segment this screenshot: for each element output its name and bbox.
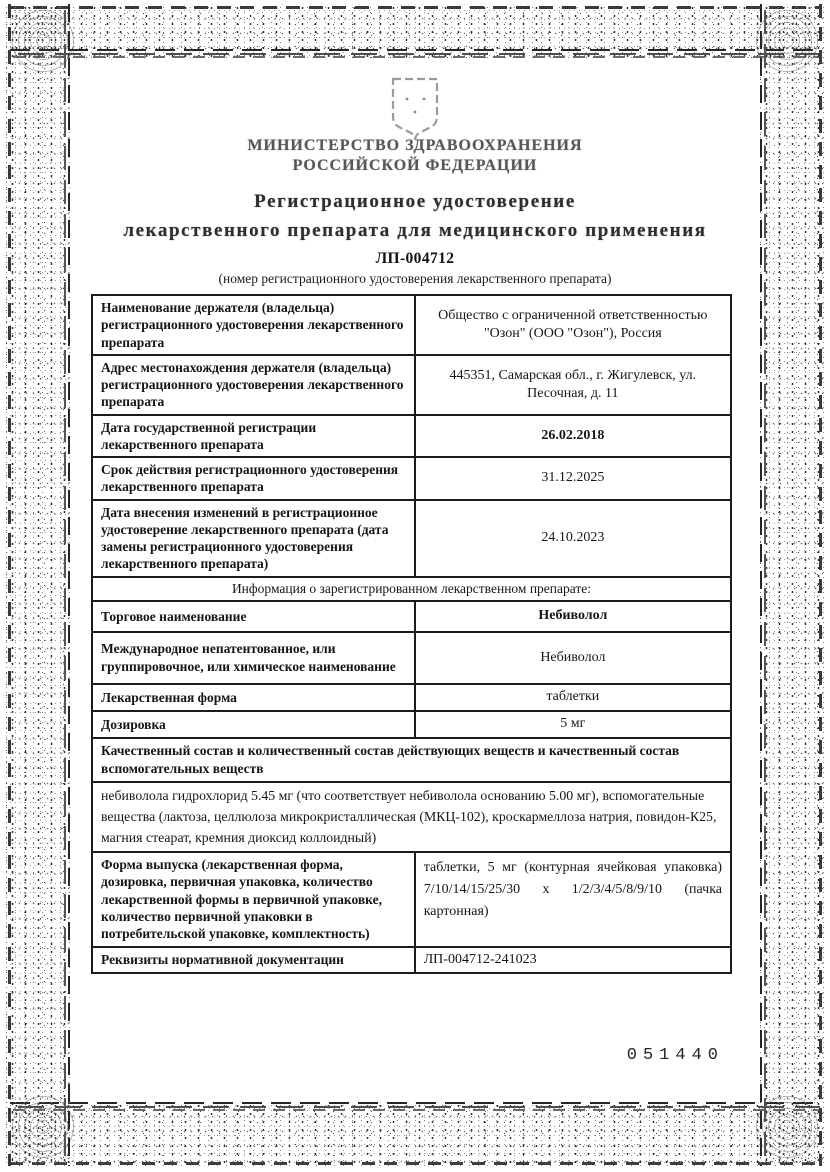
table-row-composition-header xyxy=(92,738,731,782)
document-title-block xyxy=(0,187,830,287)
table-row-holder xyxy=(92,295,731,355)
row-value: 26.02.2018 xyxy=(415,415,731,458)
row-value: 5 мг xyxy=(415,711,731,738)
registration-table xyxy=(91,294,732,974)
row-label: Наименование держателя (владельца) регистрационного удостоверения лекарственного препарата xyxy=(92,295,415,355)
row-value: Небиволол xyxy=(415,632,731,684)
table-row-composition-text xyxy=(92,782,731,852)
row-label: Дата государственной регистрации лекарственного препарата xyxy=(92,415,415,458)
row-value: 24.10.2023 xyxy=(415,500,731,577)
row-value: таблетки xyxy=(415,684,731,711)
row-value: Общество с ограниченной ответственностью "Озон" (ООО "Озон"), Россия xyxy=(415,295,731,355)
table-row-dosage xyxy=(92,711,731,738)
table-row-release-form xyxy=(92,852,731,946)
row-label: Реквизиты нормативной документации xyxy=(92,947,415,973)
border-corner-rosette-tl xyxy=(8,6,78,76)
table-row-address xyxy=(92,355,731,415)
table-row-inn xyxy=(92,632,731,684)
row-label: Адрес местонахождения держателя (владельца) регистрационного удостоверения лекарственного препарата xyxy=(92,355,415,415)
composition-header: Качественный состав и количественный состав действующих веществ и качественный состав вспомогательных веществ xyxy=(92,738,731,782)
border-bottom-band xyxy=(10,1102,820,1166)
ministry-name xyxy=(0,136,830,175)
table-row-expiry-date xyxy=(92,457,731,500)
row-label: Форма выпуска (лекарственная форма, дозировка, первичная упаковка, количество лекарственной формы в первичной упаковке, количество первичной упаковки в потребительской упаковке, комплектность) xyxy=(92,852,415,946)
registration-number-caption: (номер регистрационного удостоверения лекарственного препарата) xyxy=(218,271,612,286)
border-corner-rosette-tr xyxy=(752,6,822,76)
table-row-amendment-date xyxy=(92,500,731,577)
document-title-line2: лекарственного препарата для медицинского применения xyxy=(123,220,707,241)
registration-number: ЛП-004712 xyxy=(375,250,455,267)
serial-number: 051440 xyxy=(626,1046,724,1065)
row-value: таблетки, 5 мг (контурная ячейковая упаковка) 7/10/14/15/25/30 х 1/2/3/4/5/8/9/10 (пачка картонная) xyxy=(415,852,731,946)
row-value: 31.12.2025 xyxy=(415,457,731,500)
table-row-section-header xyxy=(92,577,731,601)
row-label: Международное непатентованное, или группировочное, или химическое наименование xyxy=(92,632,415,684)
row-label: Торговое наименование xyxy=(92,601,415,632)
border-top-band xyxy=(10,4,820,58)
border-corner-rosette-bl xyxy=(8,1092,78,1162)
table-row-normative-docs xyxy=(92,947,731,973)
row-label: Дозировка xyxy=(92,711,415,738)
composition-text: небиволола гидрохлорид 5.45 мг (что соответствует небиволола основанию 5.00 мг), вспомогательные вещества (лактоза, целлюлоза микрокристаллическая (МКЦ-102), кроскармеллоза натрия, повидон-К25, магния стеарат, кремния диоксид коллоидный) xyxy=(92,782,731,852)
table-row-dosage-form xyxy=(92,684,731,711)
border-corner-rosette-br xyxy=(752,1092,822,1162)
document-title-line1: Регистрационное удостоверение xyxy=(254,191,576,212)
row-value: 445351, Самарская обл., г. Жигулевск, ул. Песочная, д. 11 xyxy=(415,355,731,415)
border-right-band xyxy=(760,4,824,1166)
row-value: Небиволол xyxy=(415,601,731,632)
ministry-line1: МИНИСТЕРСТВО ЗДРАВООХРАНЕНИЯ xyxy=(247,137,583,154)
table-row-trade-name xyxy=(92,601,731,632)
border-left-band xyxy=(6,4,70,1166)
row-label: Срок действия регистрационного удостоверения лекарственного препарата xyxy=(92,457,415,500)
table-row-reg-date xyxy=(92,415,731,458)
row-label: Дата внесения изменений в регистрационное удостоверение лекарственного препарата (дата замены регистрационного удостоверения лекарственного препарата) xyxy=(92,500,415,577)
ministry-line2: РОССИЙСКОЙ ФЕДЕРАЦИИ xyxy=(292,156,538,174)
row-value: ЛП-004712-241023 xyxy=(415,947,731,973)
row-label: Лекарственная форма xyxy=(92,684,415,711)
section-header: Информация о зарегистрированном лекарственном препарате: xyxy=(92,577,731,601)
